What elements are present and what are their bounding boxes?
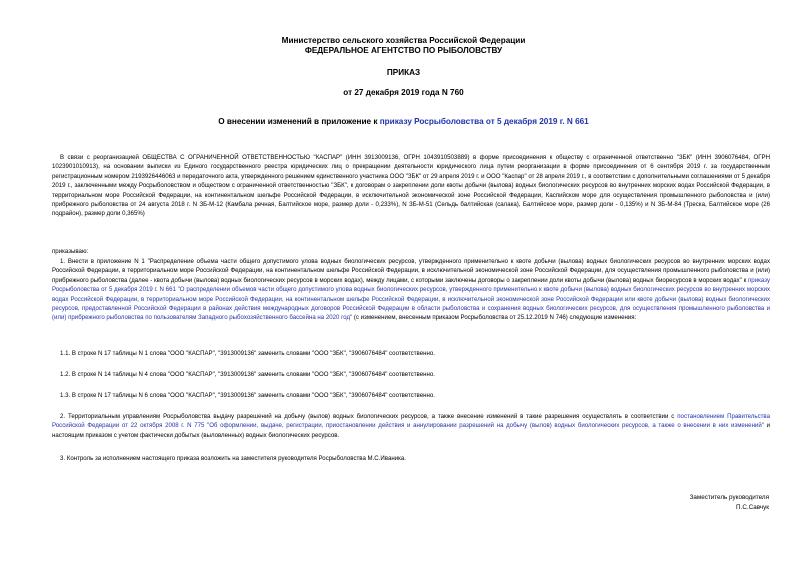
sub-item-1-2: 1.2. В строке N 14 таблицы N 4 слова "ООО "КАСПАР", "3913009136" заменить словами "ООО "ЗБК", "3906076484" соответственно. — [60, 371, 435, 378]
item-2-block — [52, 412, 770, 440]
document-title — [0, 117, 807, 126]
item-1-link[interactable]: приказу Росрыболовства от 5 декабря 2019 г. N 661 "О распределении объемов части общего допустимого улова водных биологических ресурсов, утвержденного применительно к квоте добычи (вылова) водных биологических ресурсов во внутренних морских водах Российской Федерации, в территориальном море Российской Федерации, на континентальном шельфе Российской Федерации, в исключительной экономической зоне Российской Федерации или квоте добычи (вылова) водных биологических ресурсов, предоставленной Российской Федерации в районах действия международных договоров Российской Федерации в области рыболовства и сохранения водных биологических ресурсов, для осуществления промышленного рыболовства и (или) прибрежного рыболовства по пользователям Западного рыбохозяйственного бассейна на 2020 год" — [52, 276, 770, 322]
item-2-text-b: и настоящим приказом с учетом фактически добытых (выловленных) водных биологических ресурсов. — [52, 422, 770, 439]
item-2-link[interactable]: постановлением Правительства Российской Федерации от 22 октября 2008 г. N 775 "Об оформлении, выдаче, регистрации, приостановлении действия и аннулировании разрешений на добычу (вылов) водных биологических ресурсов, а также о внесении в них изменений" — [52, 413, 770, 430]
item-1-text-b: (с изменением, внесенным приказом Росрыболовства от 25.12.2019 N 746) следующие изменения: — [352, 314, 637, 322]
order-word: приказываю: — [52, 248, 89, 255]
title-link[interactable]: приказу Росрыболовства от 5 декабря 2019 г. N 661 — [379, 117, 589, 126]
item-1-text-a: 1. Внести в приложение N 1 "Распределение объема части общего допустимого улова водных биологических ресурсов, утвержденного применительно к квоте добычи (вылова) водных биологических ресурсов во внутренних морских водах Российской Федерации, в территориальном море Российской Федерации, на континентальном шельфе Российской Федерации, в исключительной экономической зоне Российской Федерации, для осуществления промышленного рыболовства и (или) прибрежного рыболовства (далее - квота добычи (вылова) водных биологических ресурсов в морских водах), между лицами, с которыми заключены договоры о закреплении доли квоты добычи (вылова) водных биоресурсов в морских водах" к — [52, 258, 770, 284]
signature-name: П.С.Савчук — [736, 504, 769, 511]
agency-name: ФЕДЕРАЛЬНОЕ АГЕНТСТВО ПО РЫБОЛОВСТВУ — [304, 46, 503, 55]
item-2-text-a: 2. Территориальным управлениям Росрыболовства выдачу разрешений на добычу (вылов) водных биологических ресурсов, а также внесение изменений в такие разрешения осуществлять в соответствии с — [60, 413, 678, 420]
sub-item-1-3-block — [52, 391, 770, 400]
sub-item-1-2-block — [52, 370, 770, 379]
signature-position: Заместитель руководителя — [689, 494, 769, 501]
sub-item-1-3: 1.3. В строке N 17 таблицы N 6 слова "ООО "КАСПАР", "3913009136" заменить словами "ООО "ЗБК", "3906076484" соответственно. — [60, 392, 435, 399]
item-3-paragraph: 3. Контроль за исполнением настоящего приказа возложить на заместителя руководителя Росрыболовства М.С.Иваника. — [60, 455, 406, 462]
item-1-block — [52, 257, 770, 323]
title-prefix: О внесении изменений в приложение к — [218, 117, 380, 126]
sub-item-1-1-block — [52, 349, 770, 358]
sub-item-1-1: 1.1. В строке N 17 таблицы N 1 слова "ООО "КАСПАР", "3913009136" заменить словами "ООО "ЗБК", "3906076484" соответственно. — [60, 350, 435, 357]
item-2-paragraph — [52, 412, 770, 440]
item-3-block — [52, 454, 770, 463]
ministry-name: Министерство сельского хозяйства Российской Федерации — [281, 36, 526, 45]
preamble-paragraph: В связи с реорганизацией ОБЩЕСТВА С ОГРАНИЧЕННОЙ ОТВЕТСТВЕННОСТЬЮ "КАСПАР" (ИНН 3913009136, ОГРН 1043910503889) в форме присоединения к обществу с ограниченной ответственно "ЗБК" (ИНН 3906076484, ОГРН 1023901010913), на основании выписки из Единого государственного реестра юридических лиц о прекращении деятельности юридического лица путем реорганизации в форме присоединения от 6 сентября 2019 г. за государственным регистрационным номером 2193926446063 и передаточного акта, утвержденного решением единственного участника ООО "ЗБК" от 29 апреля 2019 г. и ООО "Каспар" от 28 апреля 2019 г., в соответствии с дополнительными соглашениями от 5 декабря 2019 г., заключенными между Росрыболовством и обществом с ограниченной ответственностью "ЗБК", к договорам о закреплении доли квоты добычи (вылова) водных биологических ресурсов во внутренних морских водах Российской Федерации, в территориальном море Российской Федерации, на континентальном шельфе Российской Федерации, в исключительной экономической зоне Российской Федерации, Каспийском море для осуществления промышленного рыболовства и (или) прибрежного рыболовства от 24 августа 2018 г. N ЗБ-М-12 (Камбала речная, Балтийское море, размер доли - 0,233%), N ЗБ-М-51 (Сельдь балтийская (салака), Балтийское море, размер доли - 0,135%) и N ЗБ-М-84 (Треска, Балтийское море (26 подрайон), размер доли 0,365%) — [52, 154, 770, 218]
order-word-block — [52, 247, 770, 256]
preamble-block — [52, 153, 770, 219]
document-date: от 27 декабря 2019 года N 760 — [343, 88, 464, 97]
document-type: ПРИКАЗ — [386, 68, 421, 77]
item-1-paragraph — [52, 257, 770, 323]
